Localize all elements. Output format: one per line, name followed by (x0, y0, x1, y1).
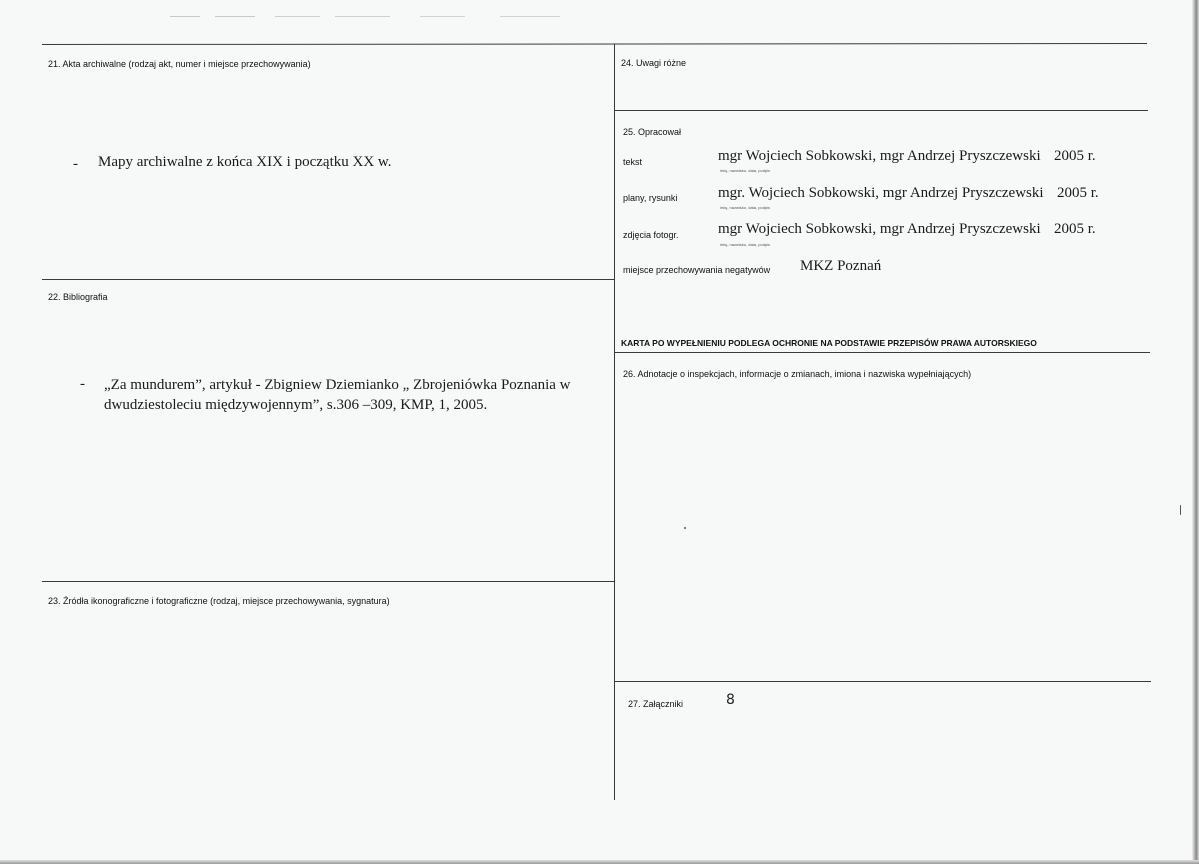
scan-edge-right (1192, 0, 1199, 864)
field-zdjecia-label: zdjęcia fotogr. (623, 230, 679, 240)
scan-mark-top (335, 16, 390, 17)
rule-22-23 (42, 581, 614, 582)
scan-edge-bottom (0, 860, 1199, 864)
rule-25-26 (614, 352, 1150, 353)
scan-mark-top (275, 16, 320, 17)
rule-26-27 (614, 681, 1151, 682)
field-zdjecia-year: 2005 r. (1054, 221, 1096, 237)
field-tekst-label: tekst (623, 157, 643, 167)
rule-21-22 (42, 279, 614, 280)
section-27-value: 8 (726, 692, 735, 708)
scan-speck (1180, 505, 1181, 515)
scan-mark-top (500, 16, 560, 17)
field-zdjecia-value: mgr Wojciech Sobkowski, mgr Andrzej Pryszczewski (718, 221, 1041, 237)
scan-mark-top (420, 16, 465, 17)
negatives-value: MKZ Poznań (800, 258, 882, 274)
rule-24-25 (614, 110, 1148, 111)
field-tekst-caption: imię, nazwisko, data, podpis (720, 168, 771, 173)
section-22-bullet: - (80, 376, 85, 392)
copyright-notice: KARTA PO WYPEŁNIENIU PODLEGA OCHRONIE NA PODSTAWIE PRZEPISÓW PRAWA AUTORSKIEGO (621, 338, 1037, 348)
section-22-entry: „Za mundurem”, artykuł - Zbigniew Dziemianko „ Zbrojeniówka Poznania w dwudziestoleciu międzywojennym”, s.306 –309, KMP, 1, 2005. (104, 377, 571, 413)
field-plany-year: 2005 r. (1057, 185, 1099, 201)
section-27-label: 27. Załączniki (628, 699, 684, 709)
field-plany-caption: imię, nazwisko, data, podpis (720, 205, 771, 210)
section-24-label: 24. Uwagi różne (621, 58, 687, 68)
scan-mark-top (170, 16, 200, 17)
section-25-label: 25. Opracował (623, 127, 682, 137)
section-21-label: 21. Akta archiwalne (rodzaj akt, numer i miejsce przechowywania) (48, 59, 311, 69)
field-tekst-value: mgr Wojciech Sobkowski, mgr Andrzej Pryszczewski (718, 148, 1041, 164)
section-26-label: 26. Adnotacje o inspekcjach, informacje o zmianach, imiona i nazwiska wypełniających) (623, 369, 972, 379)
section-22-label: 22. Bibliografia (48, 292, 108, 302)
field-tekst-year: 2005 r. (1054, 148, 1096, 164)
rule-top (42, 43, 1147, 45)
negatives-label: miejsce przechowywania negatywów (623, 265, 771, 275)
scan-mark-top (215, 16, 255, 17)
section-21-entry: Mapy archiwalne z końca XIX i początku XX w. (98, 154, 392, 170)
field-zdjecia-caption: imię, nazwisko, data, podpis (720, 242, 771, 247)
section-23-label: 23. Źródła ikonograficzne i fotograficzne (rodzaj, miejsce przechowywania, sygnatura) (48, 596, 390, 606)
column-divider (614, 44, 615, 800)
field-plany-value: mgr. Wojciech Sobkowski, mgr Andrzej Pryszczewski (718, 185, 1044, 201)
section-21-bullet: - (73, 156, 78, 172)
scan-speck (684, 527, 686, 529)
field-plany-label: plany, rysunki (623, 193, 678, 203)
